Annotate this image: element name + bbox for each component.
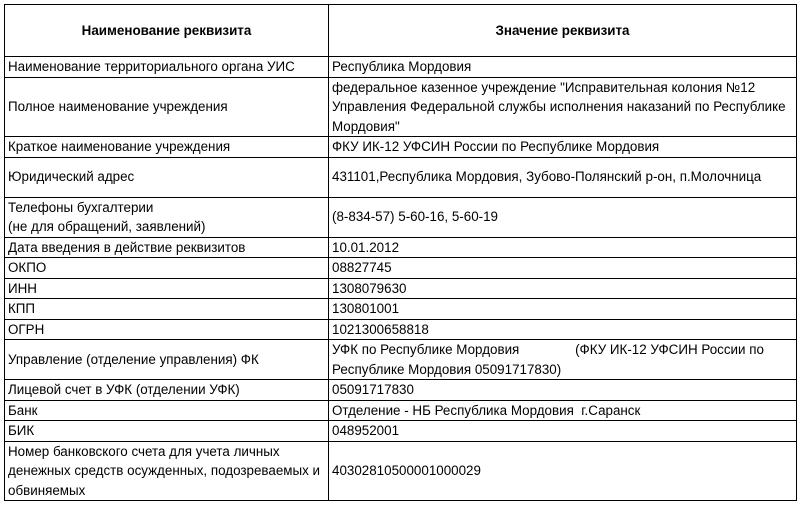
row-value: 1308079630 xyxy=(329,278,797,299)
table-row xyxy=(5,137,797,158)
table-row xyxy=(5,77,797,137)
table-row xyxy=(5,157,797,197)
row-name: ИНН xyxy=(5,278,329,299)
row-name: Полное наименование учреждения xyxy=(5,77,329,137)
table-row xyxy=(5,237,797,258)
row-value: федеральное казенное учреждение "Исправительная колония №12 Управления Федеральной службы исполнения наказаний по Республике Мордовия" xyxy=(329,77,797,137)
row-value: УФК по Республике Мордовия (ФКУ ИК-12 УФСИН России по Республике Мордовия 05091717830) xyxy=(329,340,797,380)
table-row xyxy=(5,299,797,320)
row-name: Телефоны бухгалтерии (не для обращений, заявлений) xyxy=(5,197,329,237)
row-value: ФКУ ИК-12 УФСИН России по Республике Мордовия xyxy=(329,137,797,158)
row-name: Наименование территориального органа УИС xyxy=(5,57,329,78)
row-name: ОГРН xyxy=(5,319,329,340)
table-row xyxy=(5,319,797,340)
row-name: Банк xyxy=(5,400,329,421)
row-value: (8-834-57) 5-60-16, 5-60-19 xyxy=(329,197,797,237)
table-row xyxy=(5,441,797,501)
row-value: 431101,Республика Мордовия, Зубово-Полянский р-он, п.Молочница xyxy=(329,157,797,197)
row-name: Лицевой счет в УФК (отделении УФК) xyxy=(5,380,329,401)
requisites-table xyxy=(4,4,797,501)
table-row xyxy=(5,278,797,299)
table-row xyxy=(5,380,797,401)
row-name: КПП xyxy=(5,299,329,320)
row-name: ОКПО xyxy=(5,258,329,279)
header-row xyxy=(5,5,797,57)
table-row xyxy=(5,197,797,237)
row-value: 40302810500001000029 xyxy=(329,441,797,501)
row-value: 10.01.2012 xyxy=(329,237,797,258)
row-name: БИК xyxy=(5,421,329,442)
row-name: Юридический адрес xyxy=(5,157,329,197)
row-name: Дата введения в действие реквизитов xyxy=(5,237,329,258)
row-value: 130801001 xyxy=(329,299,797,320)
row-name: Номер банковского счета для учета личных денежных средств осужденных, подозреваемых и обвиняемых xyxy=(5,441,329,501)
header-value: Значение реквизита xyxy=(329,5,797,57)
row-value: 048952001 xyxy=(329,421,797,442)
table-row xyxy=(5,340,797,380)
table-row xyxy=(5,400,797,421)
table-row xyxy=(5,258,797,279)
header-name: Наименование реквизита xyxy=(5,5,329,57)
row-value: 08827745 xyxy=(329,258,797,279)
table-row xyxy=(5,57,797,78)
row-name: Краткое наименование учреждения xyxy=(5,137,329,158)
row-value: Отделение - НБ Республика Мордовия г.Саранск xyxy=(329,400,797,421)
row-value: 1021300658818 xyxy=(329,319,797,340)
table-row xyxy=(5,421,797,442)
row-name: Управление (отделение управления) ФК xyxy=(5,340,329,380)
row-value: 05091717830 xyxy=(329,380,797,401)
row-value: Республика Мордовия xyxy=(329,57,797,78)
